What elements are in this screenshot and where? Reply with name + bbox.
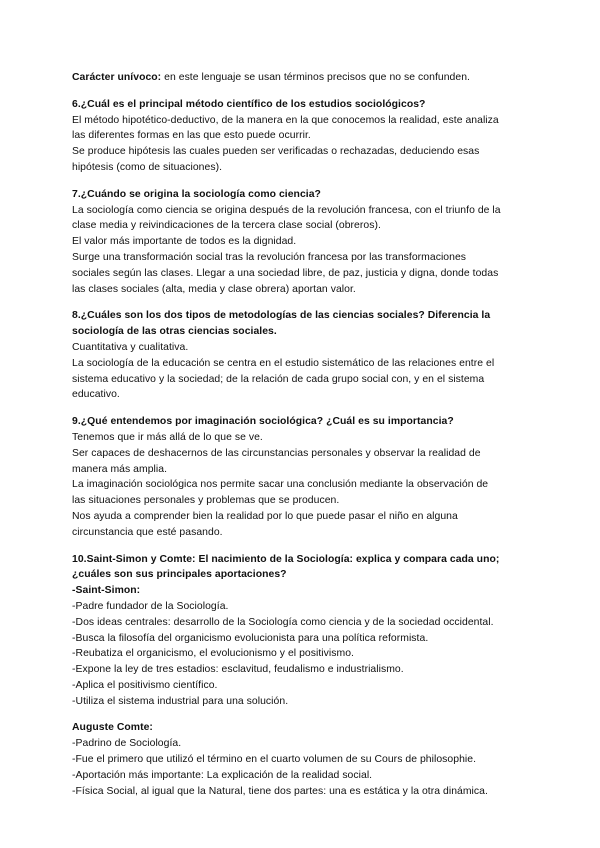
question-10-title: ¿cuáles son sus principales aportaciones? — [72, 569, 287, 581]
question-8-title: sociología de las otras ciencias sociales. — [72, 326, 277, 338]
question-9-title: 9.¿Qué entendemos por imaginación sociológica? ¿Cuál es su importancia? — [72, 416, 454, 428]
intro-label: Carácter unívoco: — [72, 72, 162, 83]
answer-line: manera más amplia. — [72, 463, 168, 475]
answer-line: Nos ayuda a comprender bien la realidad por lo que puede pasar el niño en alguna — [72, 510, 458, 522]
answer-line: circunstancia que esté pasando. — [72, 526, 223, 538]
answer-line: clase media y reivindicaciones de la tercera clase social (obreros). — [72, 220, 381, 232]
list-item: -Expone la ley de tres estadios: esclavitud, feudalismo e industrialismo. — [72, 664, 404, 676]
answer-line: Ser capaces de deshacernos de las circunstancias personales y observar la realidad de — [72, 447, 481, 459]
question-10-title: 10.Saint-Simon y Comte: El nacimiento de la Sociología: explica y compara cada uno; — [72, 553, 500, 565]
answer-line: La sociología de la educación se centra en el estudio sistemático de las relaciones entre el — [72, 357, 495, 369]
list-item: -Aportación más importante: La explicación de la realidad social. — [72, 769, 373, 781]
answer-line: sistema educativo y la sociedad; de la relación de cada grupo social con, y en el sistema — [72, 373, 485, 385]
answer-line: sociales según las clases. Llegar a una sociedad libre, de paz, justicia y digna, donde todas — [72, 267, 499, 279]
answer-line: El método hipotético-deductivo, de la manera en la que conocemos la realidad, este analiza — [72, 114, 499, 126]
question-6-title: 6.¿Cuál es el principal método científico de los estudios sociológicos? — [72, 98, 426, 110]
answer-line: las diferentes formas en las que esto puede ocurrir. — [72, 130, 311, 142]
comte-heading: Auguste Comte: — [72, 722, 153, 734]
question-6 — [72, 97, 532, 176]
answer-line: La sociología como ciencia se origina después de la revolución francesa, con el triunfo de la — [72, 204, 501, 216]
answer-line: Cuantitativa y cualitativa. — [72, 341, 189, 353]
list-item: -Utiliza el sistema industrial para una solución. — [72, 695, 289, 707]
list-item: -Física Social, al igual que la Natural, tiene dos partes: una es estática y la otra dinámica. — [72, 785, 488, 797]
question-7-title: 7.¿Cuándo se origina la sociología como ciencia? — [72, 188, 321, 200]
list-item: -Fue el primero que utilizó el término en el cuarto volumen de su Cours de philosophie. — [72, 754, 477, 766]
list-item: -Busca la filosofía del organicismo evolucionista para una política reformista. — [72, 632, 429, 644]
answer-line: las situaciones personales y problemas que se producen. — [72, 495, 340, 507]
answer-line: las clases sociales (alta, media y clase obrera) aportan valor. — [72, 283, 356, 295]
intro-paragraph — [72, 70, 532, 86]
question-9 — [72, 414, 532, 540]
question-7 — [72, 187, 532, 298]
answer-line: El valor más importante de todos es la dignidad. — [72, 236, 297, 248]
list-item: -Reubatiza el organicismo, el evolucionismo y el positivismo. — [72, 648, 354, 660]
answer-line: La imaginación sociológica nos permite sacar una conclusión mediante la observación de — [72, 479, 489, 491]
question-8-title: 8.¿Cuáles son los dos tipos de metodologías de las ciencias sociales? Diferencia la — [72, 310, 491, 322]
answer-line: Tenemos que ir más allá de lo que se ve. — [72, 431, 263, 443]
question-10 — [72, 552, 532, 800]
intro-text: en este lenguaje se usan términos precisos que no se confunden. — [161, 72, 470, 83]
question-8 — [72, 308, 532, 403]
list-item: -Padrino de Sociología. — [72, 738, 182, 750]
answer-line: Surge una transformación social tras la revolución francesa por las transformaciones — [72, 251, 467, 263]
answer-line: hipótesis (como de situaciones). — [72, 161, 223, 173]
list-item: -Padre fundador de la Sociología. — [72, 600, 229, 612]
answer-line: educativo. — [72, 389, 120, 401]
saint-simon-heading: -Saint-Simon: — [72, 585, 141, 597]
document-page — [72, 70, 532, 799]
list-item: -Aplica el positivismo científico. — [72, 679, 218, 691]
answer-line: Se produce hipótesis las cuales pueden ser verificadas o rechazadas, deduciendo esas — [72, 146, 480, 158]
list-item: -Dos ideas centrales: desarrollo de la Sociología como ciencia y de la sociedad occidental. — [72, 616, 494, 628]
